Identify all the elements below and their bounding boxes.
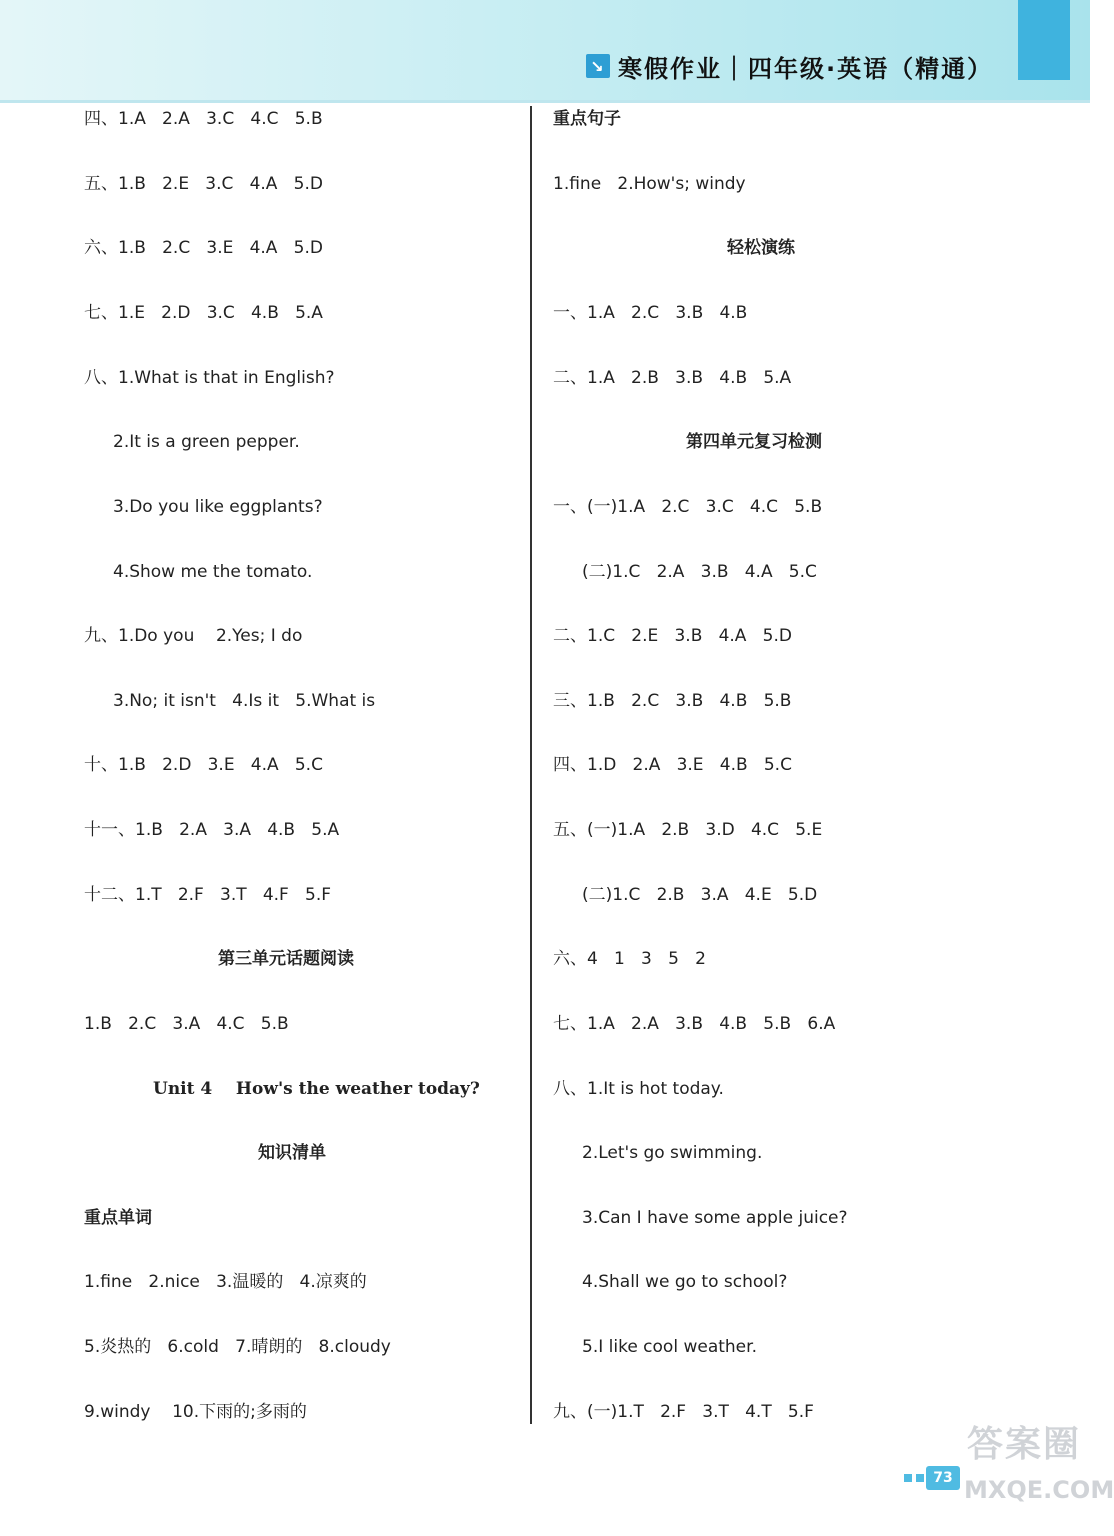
column-divider <box>530 106 532 1424</box>
answer-line: 十、1.B 2.D 3.E 4.A 5.C <box>84 755 323 775</box>
answer-line: 1.B 2.C 3.A 4.C 5.B <box>84 1014 289 1034</box>
section-heading: 第三单元话题阅读 <box>218 949 354 969</box>
unit-title: Unit 4 How's the weather today? <box>153 1079 480 1099</box>
answer-line: (二)1.C 2.B 3.A 4.E 5.D <box>582 885 818 905</box>
answer-line: 2.It is a green pepper. <box>113 432 300 452</box>
answer-line: 3.Do you like eggplants? <box>113 497 323 517</box>
answer-line: 一、(一)1.A 2.C 3.C 4.C 5.B <box>553 497 823 517</box>
answer-line: 4.Show me the tomato. <box>113 562 313 582</box>
decor-dot <box>916 1474 924 1482</box>
page-header <box>0 0 1090 103</box>
subsection-heading: 重点单词 <box>84 1208 152 1228</box>
answer-line: 三、1.B 2.C 3.B 4.B 5.B <box>553 691 792 711</box>
answer-line: 八、1.What is that in English? <box>84 368 335 388</box>
answer-line: 3.Can I have some apple juice? <box>582 1208 848 1228</box>
answer-line: 十二、1.T 2.F 3.T 4.F 5.F <box>84 885 332 905</box>
answer-line: (二)1.C 2.A 3.B 4.A 5.C <box>582 562 817 582</box>
answer-line: 九、(一)1.T 2.F 3.T 4.T 5.F <box>553 1402 814 1422</box>
answer-line: 1.fine 2.How's; windy <box>553 174 746 194</box>
answer-line: 1.fine 2.nice 3.温暖的 4.凉爽的 <box>84 1272 367 1292</box>
answer-line: 二、1.A 2.B 3.B 4.B 5.A <box>553 368 792 388</box>
answer-line: 五、1.B 2.E 3.C 4.A 5.D <box>84 174 323 194</box>
subsection-heading: 重点句子 <box>553 109 621 129</box>
answer-line: 5.炎热的 6.cold 7.晴朗的 8.cloudy <box>84 1337 391 1357</box>
header-accent-bar <box>1018 0 1070 80</box>
watermark-text: 答案圈 <box>966 1424 1081 1465</box>
answer-line: 四、1.D 2.A 3.E 4.B 5.C <box>553 755 792 775</box>
answer-line: 3.No; it isn't 4.Is it 5.What is <box>113 691 376 711</box>
answer-line: 八、1.It is hot today. <box>553 1079 724 1099</box>
answer-line: 5.I like cool weather. <box>582 1337 757 1357</box>
answer-line: 七、1.A 2.A 3.B 4.B 5.B 6.A <box>553 1014 836 1034</box>
answer-line: 五、(一)1.A 2.B 3.D 4.C 5.E <box>553 820 823 840</box>
section-heading: 第四单元复习检测 <box>686 432 822 452</box>
watermark-url: MXQE.COM <box>964 1476 1114 1504</box>
answer-line: 9.windy 10.下雨的;多雨的 <box>84 1402 307 1422</box>
answer-line: 六、4 1 3 5 2 <box>553 949 706 969</box>
answer-line: 六、1.B 2.C 3.E 4.A 5.D <box>84 238 323 258</box>
arrow-icon: ↘ <box>586 54 610 78</box>
answer-line: 2.Let's go swimming. <box>582 1143 763 1163</box>
decor-dot <box>904 1474 912 1482</box>
answer-line: 十一、1.B 2.A 3.A 4.B 5.A <box>84 820 340 840</box>
answer-line: 九、1.Do you 2.Yes; I do <box>84 626 303 646</box>
header-title: 寒假作业｜四年级·英语（精通） <box>618 54 994 83</box>
answer-line: 七、1.E 2.D 3.C 4.B 5.A <box>84 303 323 323</box>
answer-line: 二、1.C 2.E 3.B 4.A 5.D <box>553 626 792 646</box>
section-heading: 知识清单 <box>258 1143 326 1163</box>
section-heading: 轻松演练 <box>727 238 795 258</box>
answer-line: 一、1.A 2.C 3.B 4.B <box>553 303 748 323</box>
page-number: 73 <box>926 1466 960 1490</box>
header-title-group <box>586 48 993 84</box>
answer-line: 四、1.A 2.A 3.C 4.C 5.B <box>84 109 323 129</box>
watermark-logo <box>964 1420 1114 1530</box>
answer-line: 4.Shall we go to school? <box>582 1272 788 1292</box>
